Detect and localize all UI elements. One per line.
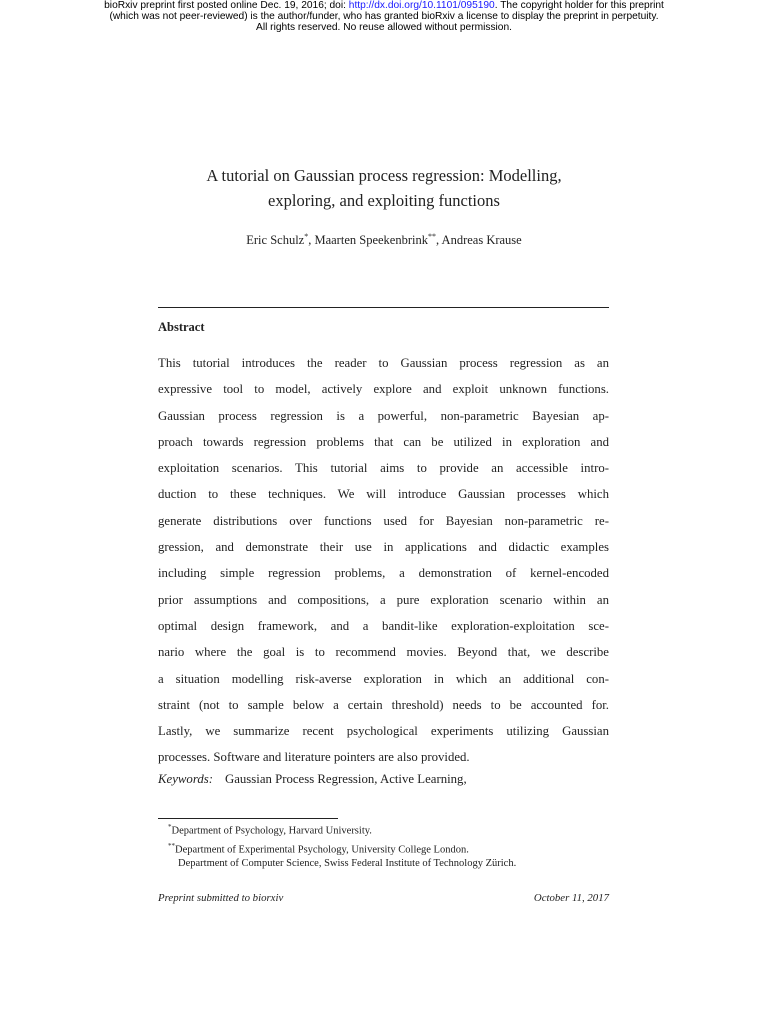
abstract-line: Lastly, we summarize recent psychological experiments utilizing Gaussian — [158, 724, 609, 739]
paper-title-line-2: exploring, and exploiting functions — [268, 191, 500, 210]
abstract-heading: Abstract — [158, 320, 205, 334]
footnote-harvard: *Department of Psychology, Harvard University. — [168, 823, 372, 837]
doi-link[interactable]: http://dx.doi.org/10.1101/095190 — [348, 0, 495, 11]
author-mark-1: * — [304, 232, 309, 241]
abstract-line: This tutorial introduces the reader to Gaussian process regression as an — [158, 356, 609, 370]
paper-title-line-1: A tutorial on Gaussian process regression: Modelling, — [206, 166, 562, 185]
abstract-line: duction to these techniques. We will introduce Gaussian processes which — [158, 487, 609, 502]
author-list: Eric Schulz*, Maarten Speekenbrink**, Andreas Krause — [246, 232, 522, 248]
footer-date: October 11, 2017 — [533, 892, 609, 904]
abstract-line: optimal design framework, and a bandit-like exploration-exploitation sce- — [158, 618, 609, 633]
keywords-label: Keywords: — [158, 772, 213, 786]
abstract-line: expressive tool to model, actively explore and exploit unknown functions. — [158, 382, 609, 397]
abstract-line: generate distributions over functions used for Bayesian non-parametric re- — [158, 513, 609, 528]
paper-title — [100, 163, 668, 213]
footnote-eth: Department of Computer Science, Swiss Federal Institute of Technology Zürich. — [178, 858, 517, 869]
abstract-line: exploitation scenarios. This tutorial aims to provide an accessible intro- — [158, 461, 609, 476]
abstract-line: nario where the goal is to recommend movies. Beyond that, we describe — [158, 645, 609, 660]
abstract-line: gression, and demonstrate their use in applications and didactic examples — [158, 540, 609, 555]
abstract-line: straint (not to sample below a certain threshold) needs to be accounted for. — [158, 697, 609, 712]
keywords — [158, 772, 467, 787]
biorxiv-header-line-1: bioRxiv preprint first posted online Dec. 19, 2016; doi: http://dx.doi.org/10.1101/095190. The copyright holder for this preprint — [104, 0, 664, 11]
footnote-divider — [158, 818, 338, 819]
abstract-body — [158, 350, 609, 771]
abstract-line: processes. Software and literature pointers are also provided. — [158, 750, 470, 765]
footer-submission: Preprint submitted to biorxiv — [158, 892, 284, 904]
abstract-line: proach towards regression problems that can be utilized in exploration and — [158, 434, 609, 449]
biorxiv-header-line-3: All rights reserved. No reuse allowed without permission. — [256, 22, 512, 33]
biorxiv-header-line-2: (which was not peer-reviewed) is the author/funder, who has granted bioRxiv a license to display the preprint in perpetuity. — [109, 11, 659, 22]
author-schulz: Eric Schulz — [246, 233, 305, 248]
footnote-ucl: **Department of Experimental Psychology, University College London. — [168, 841, 469, 855]
author-mark-2: ** — [427, 232, 436, 241]
author-krause: Andreas Krause — [441, 233, 522, 248]
abstract-divider — [158, 307, 609, 308]
biorxiv-header — [0, 0, 768, 33]
abstract-line: prior assumptions and compositions, a pure exploration scenario within an — [158, 592, 609, 607]
abstract-line: a situation modelling risk-averse exploration in which an additional con- — [158, 671, 609, 686]
keywords-value: Gaussian Process Regression, Active Learning, — [224, 772, 467, 786]
author-speekenbrink: Maarten Speekenbrink — [314, 233, 428, 248]
abstract-line: including simple regression problems, a demonstration of kernel-encoded — [158, 566, 609, 581]
footnotes — [168, 820, 516, 871]
abstract-line: Gaussian process regression is a powerful, non-parametric Bayesian ap- — [158, 408, 609, 423]
